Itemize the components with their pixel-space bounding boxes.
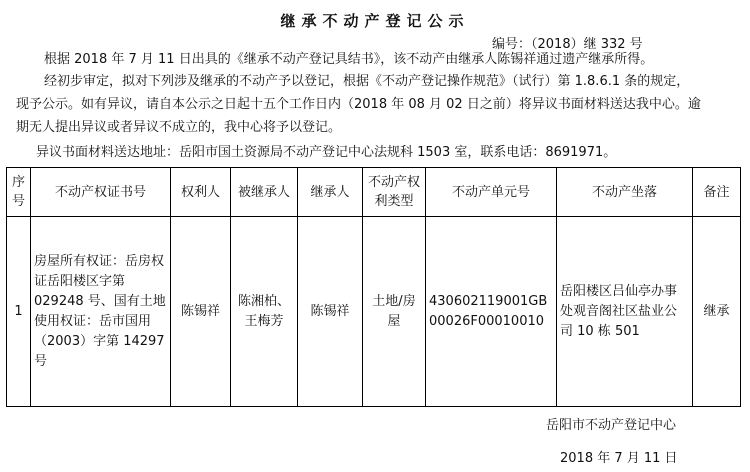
header-right-type: 不动产权利类型 — [363, 168, 426, 217]
table-header-row — [7, 168, 741, 217]
paragraph-review-line1: 经初步审定，拟对下列涉及继承的不动产予以登记，根据《不动产登记操作规范》（试行）第 1.8.6.1 条的规定， — [44, 74, 690, 89]
header-unit-no: 不动产单元号 — [426, 168, 557, 217]
document-number: 编号：（2018）继 332 号 — [492, 37, 643, 52]
cell-no: 1 — [7, 217, 31, 407]
cell-holder: 陈锡祥 — [171, 217, 231, 407]
header-location: 不动产坐落 — [557, 168, 693, 217]
paragraph-basis: 根据 2018 年 7 月 11 日出具的《继承不动产登记具结书》，该不动产由继承人陈锡祥通过遗产继承所得。 — [44, 52, 654, 67]
page-title: 继承不动产登记公示 — [280, 12, 470, 30]
header-cert: 不动产权证书号 — [31, 168, 171, 217]
paragraph-review-line3: 期无人提出异议或者异议不成立的，我中心将予以登记。 — [16, 120, 342, 135]
notice-table — [6, 167, 741, 407]
cell-unit-no: 430602119001GB00026F00010010 — [426, 217, 557, 407]
table-row — [7, 217, 741, 407]
header-decedent: 被继承人 — [231, 168, 298, 217]
paragraph-review-line2: 现予公示。如有异议，请自本公示之日起十五个工作日内（2018 年 08 月 02 日之前）将异议书面材料送达我中心。逾 — [16, 97, 701, 112]
issue-date: 2018 年 7 月 11 日 — [560, 451, 678, 466]
cell-cert: 房屋所有权证：岳房权证岳阳楼区字第 029248 号、国有土地使用权证：岳市国用（2003）字第 14297 号 — [31, 217, 171, 407]
header-no: 序号 — [7, 168, 31, 217]
header-heir: 继承人 — [298, 168, 363, 217]
header-remark: 备注 — [693, 168, 741, 217]
cell-decedent: 陈湘柏、王梅芳 — [231, 217, 298, 407]
header-holder: 权利人 — [171, 168, 231, 217]
paragraph-objection-address: 异议书面材料送达地址：岳阳市国土资源局不动产登记中心法规科 1503 室，联系电话：8691971。 — [36, 145, 617, 160]
cell-heir: 陈锡祥 — [298, 217, 363, 407]
cell-remark: 继承 — [693, 217, 741, 407]
issuer-name: 岳阳市不动产登记中心 — [546, 418, 677, 433]
cell-right-type: 土地/房屋 — [363, 217, 426, 407]
cell-location: 岳阳楼区吕仙亭办事处观音阁社区盐业公司 10 栋 501 — [557, 217, 693, 407]
